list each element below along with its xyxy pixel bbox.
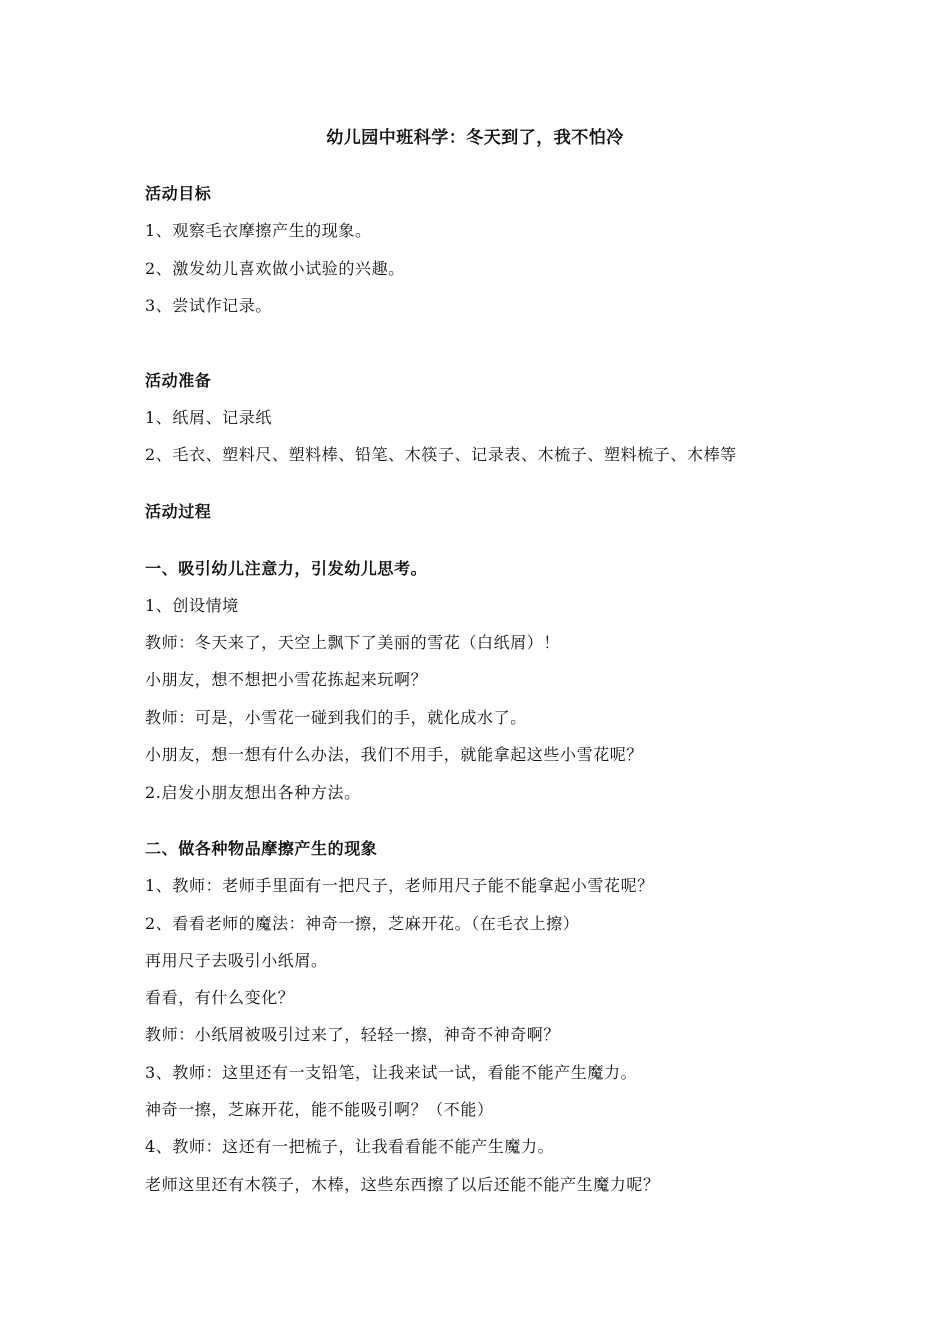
process-line: 看看，有什么变化？	[145, 988, 295, 1007]
document-title: 幼儿园中班科学：冬天到了，我不怕冷	[326, 128, 624, 148]
goal-item: 2、激发幼儿喜欢做小试验的兴趣。	[145, 259, 405, 278]
process-line: 1、教师：老师手里面有一把尺子，老师用尺子能不能拿起小雪花呢？	[145, 876, 654, 895]
process-line: 3、教师：这里还有一支铅笔，让我来试一试，看能不能产生魔力。	[145, 1063, 638, 1082]
process-line: 4、教师：这还有一把梳子，让我看看能不能产生魔力。	[145, 1137, 555, 1156]
process-line: 2、看看老师的魔法：神奇一擦，芝麻开花。（在毛衣上擦）	[145, 914, 580, 933]
goal-item: 1、观察毛衣摩擦产生的现象。	[145, 221, 372, 240]
process-line: 教师：可是，小雪花一碰到我们的手，就化成水了。	[145, 708, 527, 727]
subsection-heading-part1: 一、吸引幼儿注意力，引发幼儿思考。	[145, 559, 428, 578]
preparation-item: 1、纸屑、记录纸	[145, 408, 272, 427]
section-heading-goals: 活动目标	[145, 184, 212, 203]
process-line: 教师：冬天来了，天空上飘下了美丽的雪花（白纸屑）！	[145, 633, 561, 652]
process-line: 1、创设情境	[145, 596, 239, 615]
process-line: 小朋友，想一想有什么办法，我们不用手，就能拿起这些小雪花呢？	[145, 745, 644, 764]
goal-item: 3、尝试作记录。	[145, 296, 272, 315]
section-heading-process: 活动过程	[145, 502, 212, 521]
process-line: 小朋友，想不想把小雪花拣起来玩啊？	[145, 670, 428, 689]
preparation-item: 2、毛衣、塑料尺、塑料棒、铅笔、木筷子、记录表、木梳子、塑料梳子、木棒等	[145, 445, 737, 464]
subsection-heading-part2: 二、做各种物品摩擦产生的现象	[145, 839, 378, 858]
process-line: 神奇一擦，芝麻开花，能不能吸引啊？（不能）	[145, 1100, 494, 1119]
process-line: 教师：小纸屑被吸引过来了，轻轻一擦，神奇不神奇啊？	[145, 1025, 561, 1044]
process-line: 再用尺子去吸引小纸屑。	[145, 951, 328, 970]
process-line: 老师这里还有木筷子，木棒，这些东西擦了以后还能不能产生魔力呢？	[145, 1175, 660, 1194]
process-line: 2.启发小朋友想出各种方法。	[145, 783, 361, 802]
section-heading-preparation: 活动准备	[145, 371, 212, 390]
